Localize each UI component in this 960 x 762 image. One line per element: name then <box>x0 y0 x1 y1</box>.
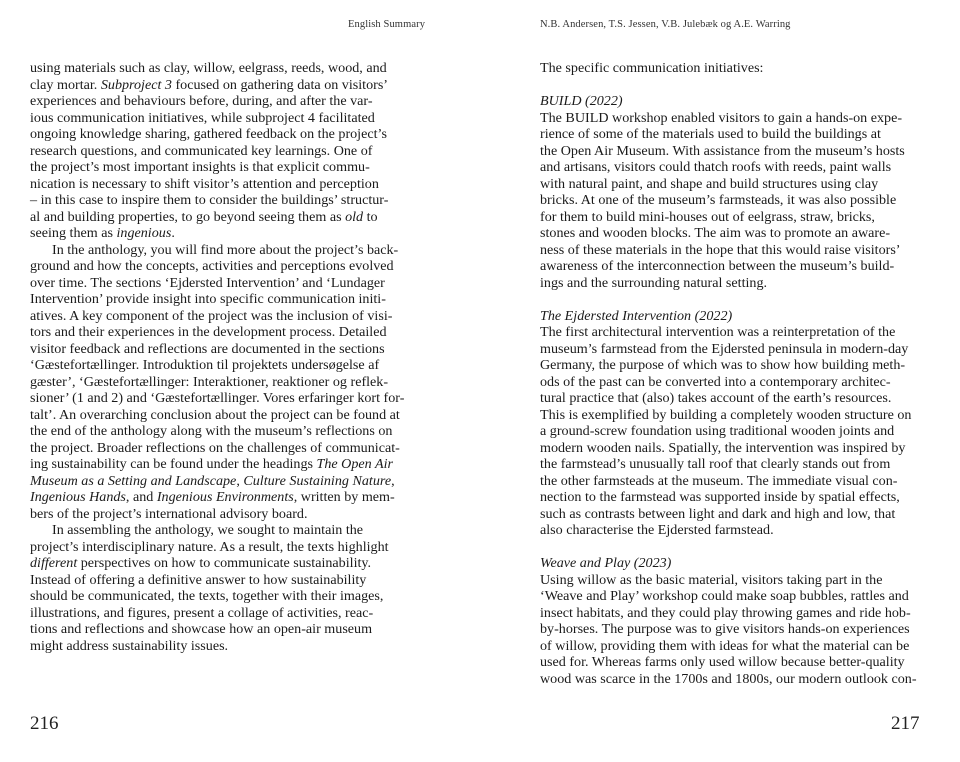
section-heading-build: BUILD (2022) <box>540 93 623 109</box>
text-line: sioner’ (1 and 2) and ‘Gæstefortællinger. Vores erfaringer kort for- <box>30 390 405 406</box>
text-line: for them to build mini-houses out of eelgrass, straw, bricks, <box>540 208 875 225</box>
text-line: tors and their experiences in the development process. Detailed <box>30 324 387 340</box>
text-line: a ground-screw foundation using traditional wooden joints and <box>540 423 895 439</box>
text-line: atives. A key component of the project was the inclusion of visi- <box>30 307 393 324</box>
text-line: museum’s farmstead from the Ejdersted peninsula in modern-day <box>540 340 909 357</box>
running-header-right: N.B. Andersen, T.S. Jessen, V.B. Julebæk og A.E. Warring <box>540 19 791 30</box>
text-line: research questions, and communicated key learnings. One of <box>30 142 373 159</box>
text-line: experiences and behaviours before, during, and after the var- <box>30 93 373 109</box>
text-line: Using willow as the basic material, visitors taking part in the <box>540 571 883 588</box>
text-line: ongoing knowledge sharing, gathered feedback on the project’s <box>30 126 387 142</box>
text-line: This is exemplified by building a completely wooden structure on <box>540 406 912 423</box>
text-line: such as contrasts between light and dark and high and low, that <box>540 505 896 522</box>
text-line: Intervention’ provide insight into specific communication initi- <box>30 291 386 307</box>
text-line: ods of the past can be converted into a contemporary architec- <box>540 373 891 390</box>
text-line: different perspectives on how to communicate sustainability. <box>30 555 372 571</box>
text-line: In the anthology, you will find more about the project’s back- <box>52 241 399 258</box>
text-line: nication is necessary to shift visitor’s attention and perception <box>30 175 379 192</box>
left-page-text <box>30 60 422 654</box>
text-line: the end of the anthology along with the museum’s reflections on <box>30 423 393 439</box>
text-line: illustrations, and figures, present a collage of activities, reac- <box>30 604 374 621</box>
text-line: ground and how the concepts, activities and perceptions evolved <box>30 258 394 274</box>
page-number-right: 217 <box>891 713 920 734</box>
text-line: insect habitats, and they could play throwing games and ride hob- <box>540 604 911 621</box>
running-header-left: English Summary <box>348 19 426 30</box>
text-line: with natural paint, and shape and build structures using clay <box>540 175 879 192</box>
text-line: The BUILD workshop enabled visitors to gain a hands-on expe- <box>540 109 903 126</box>
text-line: seeing them as ingenious. <box>30 225 175 241</box>
text-line: Germany, the purpose of which was to show how building meth- <box>540 357 906 373</box>
text-line: project’s interdisciplinary nature. As a result, the texts highlight <box>30 538 389 555</box>
text-line: bers of the project’s international advisory board. <box>30 505 308 522</box>
text-line: used for. Whereas farms only used willow because better-quality <box>540 654 905 670</box>
text-line: bricks. At one of the museum’s farmsteads, it was also possible <box>540 192 897 208</box>
text-line: Ingenious Hands, and Ingenious Environments, written by mem- <box>30 489 395 505</box>
spacer <box>540 77 920 94</box>
text-line: awareness of the interconnection between the museum’s build- <box>540 258 895 274</box>
text-line: might address sustainability issues. <box>30 637 229 654</box>
text-line: ings and the surrounding natural setting. <box>540 274 768 291</box>
text-line: using materials such as clay, willow, eelgrass, reeds, wood, and <box>30 60 387 76</box>
section-heading-ejdersted: The Ejdersted Intervention (2022) <box>540 307 733 324</box>
text-line: the farmstead’s unusually tall roof that clearly stands out from <box>540 456 891 472</box>
text-line: also characterise the Ejdersted farmstead. <box>540 522 774 538</box>
text-line: ness of these materials in the hope that this would raise visitors’ <box>540 241 901 258</box>
text-line: Museum as a Setting and Landscape, Culture Sustaining Nature, <box>30 472 395 489</box>
text-line: should be communicated, the texts, together with their images, <box>30 588 384 604</box>
text-line: and artisans, visitors could thatch roofs with reeds, paint walls <box>540 159 892 175</box>
text-line: In assembling the anthology, we sought to maintain the <box>52 522 364 538</box>
spacer <box>540 539 920 556</box>
text-line: ‘Gæstefortællinger. Introduktion til projektets undersøgelse af <box>30 357 380 373</box>
section-heading-weave: Weave and Play (2023) <box>540 555 672 571</box>
text-line: of willow, providing them with ideas for what the material can be <box>540 637 910 654</box>
intro-line: The specific communication initiatives: <box>540 60 764 76</box>
text-line: modern wooden nails. Spatially, the intervention was inspired by <box>540 439 906 456</box>
text-line: Instead of offering a definitive answer to how sustainability <box>30 571 367 588</box>
text-line: nection to the farmstead was supported inside by spatial effects, <box>540 489 900 505</box>
text-line: gæster’, ‘Gæstefortællinger: Interaktioner, reaktioner og reflek- <box>30 373 389 390</box>
text-line: the Open Air Museum. With assistance from the museum’s hosts <box>540 142 905 159</box>
text-line: ious communication initiatives, while subproject 4 facilitated <box>30 109 375 126</box>
text-line: – in this case to inspire them to consider the buildings’ structur- <box>30 192 389 208</box>
text-line: over time. The sections ‘Ejdersted Intervention’ and ‘Lundager <box>30 274 385 291</box>
text-line: talt’. An overarching conclusion about the project can be found at <box>30 406 400 423</box>
page-number-left: 216 <box>30 713 59 734</box>
text-line: clay mortar. Subproject 3 focused on gathering data on visitors’ <box>30 76 389 93</box>
spacer <box>540 291 920 308</box>
text-line: tions and reflections and showcase how an open-air museum <box>30 621 373 637</box>
text-line: by-horses. The purpose was to give visitors hands-on experiences <box>540 621 910 637</box>
text-line: stones and wooden blocks. The aim was to promote an aware- <box>540 225 891 241</box>
text-line: visitor feedback and reflections are documented in the sections <box>30 340 385 357</box>
right-page-text <box>540 60 920 687</box>
text-line: The first architectural intervention was a reinterpretation of the <box>540 324 896 340</box>
text-line: ‘Weave and Play’ workshop could make soap bubbles, rattles and <box>540 588 909 604</box>
text-line: tural practice that (also) takes account of the earth’s resources. <box>540 390 892 406</box>
text-line: rience of some of the materials used to build the buildings at <box>540 126 881 142</box>
text-line: al and building properties, to go beyond seeing them as old to <box>30 208 378 225</box>
text-line: the project’s most important insights is that explicit commu- <box>30 159 370 175</box>
text-line: ing sustainability can be found under the headings The Open Air <box>30 456 393 472</box>
text-line: the project. Broader reflections on the challenges of communicat- <box>30 439 400 456</box>
text-line: the other farmsteads at the museum. The immediate visual con- <box>540 472 898 489</box>
text-line: wood was scarce in the 1700s and 1800s, our modern outlook con- <box>540 670 917 687</box>
